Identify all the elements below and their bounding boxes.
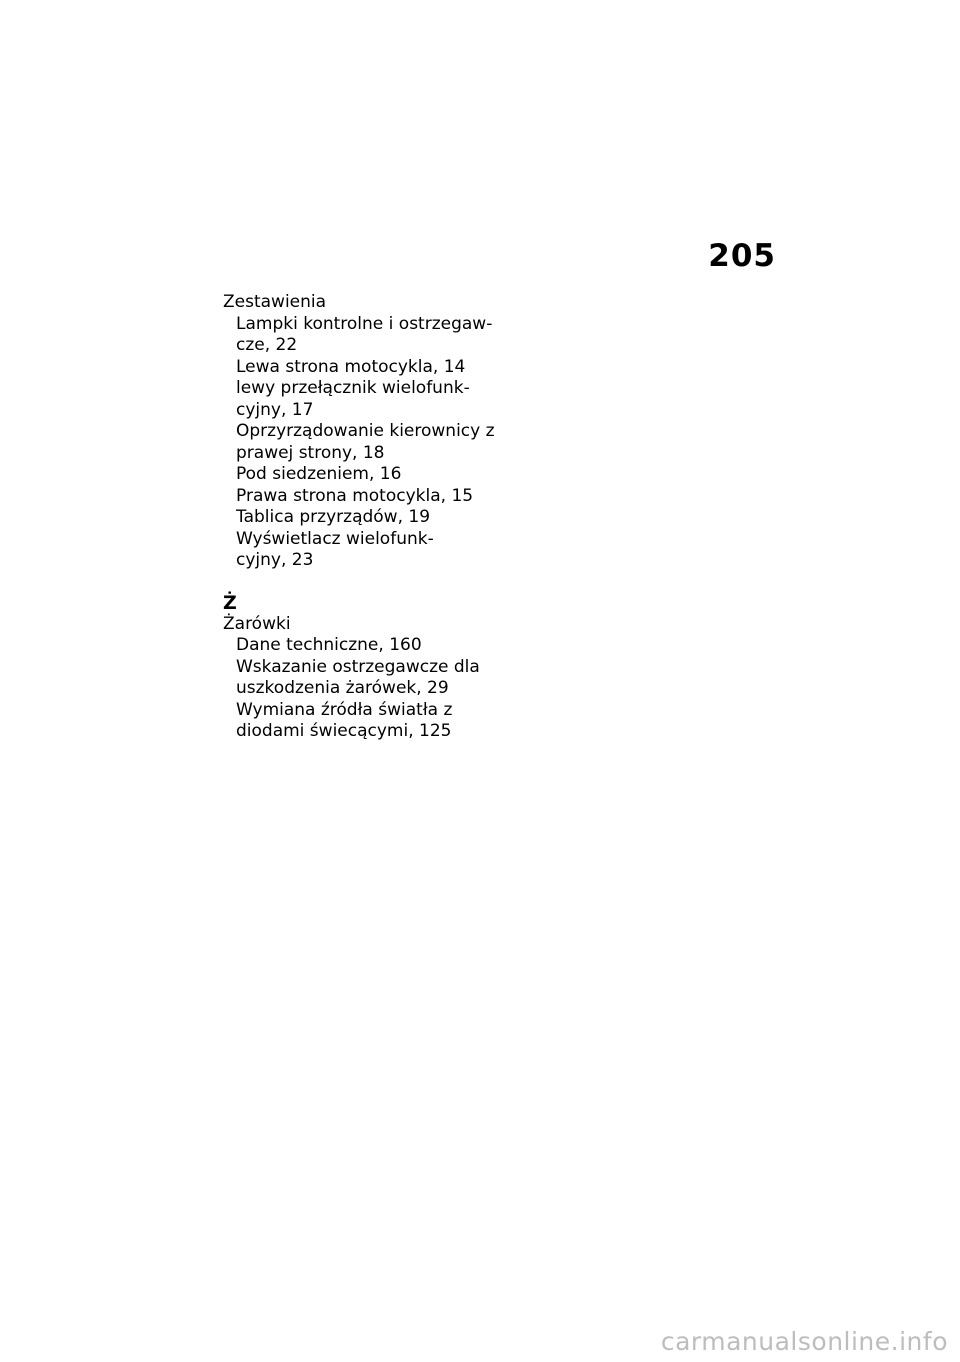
- subentry-line: cze, 22: [236, 335, 298, 355]
- subentry-line: uszkodzenia żarówek, 29: [236, 678, 449, 698]
- subentry-line: prawej strony, 18: [236, 442, 385, 463]
- index-subentry: [236, 486, 513, 508]
- index-subentry: [236, 314, 513, 357]
- index-subentry: [236, 378, 513, 421]
- index-subentry: [236, 635, 513, 657]
- subentry-line: Pod siedzeniem, 16: [236, 464, 402, 484]
- subentry-line: Lampki kontrolne i ostrzegaw-: [236, 313, 493, 334]
- index-heading-zestawienia: Zestawienia: [223, 292, 327, 312]
- index-subentry: [236, 464, 513, 486]
- index-column: [223, 292, 513, 743]
- index-subentry: [236, 529, 513, 572]
- index-subentry: [236, 507, 513, 529]
- subentry-line: Prawa strona motocykla, 15: [236, 485, 474, 506]
- index-subentry: [236, 421, 513, 464]
- subentry-line: Dane techniczne, 160: [236, 635, 422, 655]
- watermark: carmanualsonline.info: [660, 1327, 948, 1356]
- subentry-line: Wskazanie ostrzegawcze dla: [236, 656, 480, 677]
- index-letter-heading: Ż: [223, 591, 237, 614]
- subentry-line: cyjny, 23: [236, 550, 314, 570]
- page-number: 205: [708, 238, 776, 274]
- subentry-line: Wyświetlacz wielofunk-: [236, 528, 434, 549]
- index-heading-zarowki: Żarówki: [223, 613, 291, 634]
- subentry-line: Lewa strona motocykla, 14: [236, 356, 466, 377]
- subentry-line: Wymiana źródła światła z: [236, 699, 453, 720]
- index-subentry: [236, 357, 513, 379]
- subentry-line: Tablica przyrządów, 19: [236, 507, 431, 527]
- subentry-line: lewy przełącznik wielofunk-: [236, 378, 470, 398]
- subentry-line: Oprzyrządowanie kierownicy z: [236, 421, 495, 441]
- index-subentry: [236, 700, 513, 743]
- subentry-line: cyjny, 17: [236, 399, 314, 420]
- index-subentry: [236, 657, 513, 700]
- subentry-line: diodami świecącymi, 125: [236, 721, 452, 741]
